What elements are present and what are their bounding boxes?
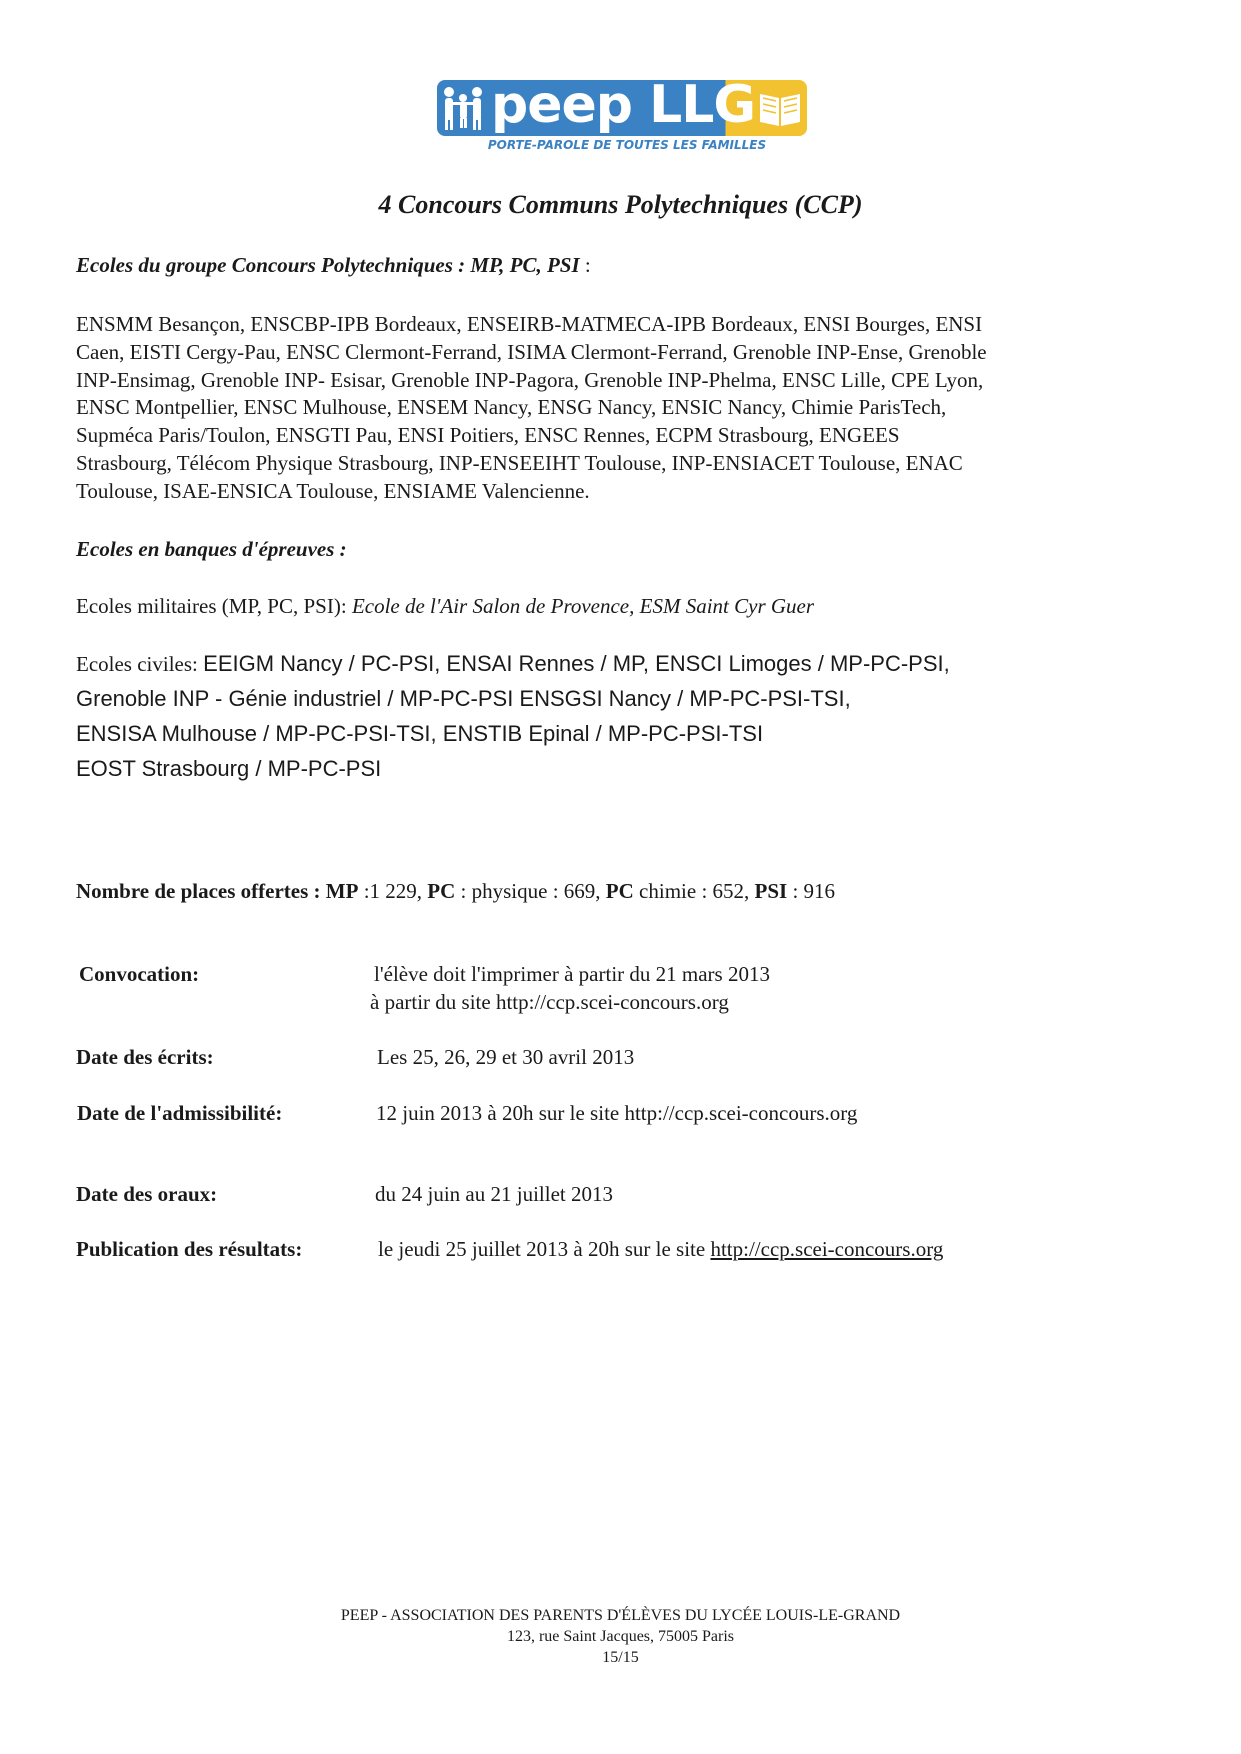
page-title: 4 Concours Communs Polytechniques (CCP) — [378, 190, 863, 219]
ecrits-value: Les 25, 26, 29 et 30 avril 2013 — [377, 1045, 635, 1069]
military-schools-line — [76, 592, 814, 620]
group-schools-line: Supméca Paris/Toulon, ENSGTI Pau, ENSI Poitiers, ENSC Rennes, ECPM Strasbourg, ENGEES — [76, 423, 900, 448]
places-psi-value: : 916 — [787, 879, 836, 903]
group-schools-line: Strasbourg, Télécom Physique Strasbourg, INP-ENSEEIHT Toulouse, INP-ENSIACET Toulouse, ENAC — [76, 450, 963, 475]
civil-schools-label: Ecoles civiles: — [76, 652, 204, 676]
civil-schools-line — [76, 646, 950, 681]
places-mp-label: MP — [325, 879, 359, 903]
group-schools-line: Caen, EISTI Cergy-Pau, ENSC Clermont-Ferrand, ISIMA Clermont-Ferrand, Grenoble INP-Ense, Grenoble — [76, 339, 987, 364]
group-schools-line: ENSC Montpellier, ENSC Mulhouse, ENSEM Nancy, ENSG Nancy, ENSIC Nancy, Chimie ParisTech, — [76, 395, 947, 420]
convocation-label: Convocation: — [79, 962, 200, 986]
convocation-line-2: à partir du site http://ccp.scei-concours.org — [370, 990, 729, 1014]
places-pc-physique-value: : physique : 669, — [455, 879, 606, 903]
footer-page-number: 15/15 — [602, 1649, 639, 1666]
oraux-value: du 24 juin au 21 juillet 2013 — [375, 1182, 613, 1206]
banques-heading: Ecoles en banques d'épreuves : — [76, 537, 347, 561]
places-offertes — [76, 877, 835, 905]
places-mp-value: :1 229, — [358, 879, 428, 903]
resultats-link[interactable]: http://ccp.scei-concours.org — [710, 1237, 944, 1261]
group-heading — [76, 251, 591, 279]
family-figures-icon — [441, 84, 485, 132]
resultats-value — [378, 1235, 943, 1263]
group-schools-line: INP-Ensimag, Grenoble INP- Esisar, Grenoble INP-Pagora, Grenoble INP-Phelma, ENSC Lille, CPE Lyon, — [76, 367, 984, 392]
places-psi-label: PSI — [754, 879, 788, 903]
footer-association: PEEP - ASSOCIATION DES PARENTS D'ÉLÈVES DU LYCÉE LOUIS-LE-GRAND — [340, 1607, 901, 1624]
peep-llg-logo — [437, 75, 811, 156]
logo-text: peep LLG — [491, 75, 756, 135]
civil-schools-line: EOST Strasbourg / MP-PC-PSI — [76, 756, 382, 781]
open-book-icon — [757, 86, 803, 130]
resultats-text: le jeudi 25 juillet 2013 à 20h sur le site — [378, 1237, 711, 1261]
ecrits-label: Date des écrits: — [76, 1045, 214, 1069]
oraux-label: Date des oraux: — [76, 1182, 218, 1206]
military-schools-value: Ecole de l'Air Salon de Provence, ESM Saint Cyr Guer — [351, 594, 815, 618]
convocation-line-1: l'élève doit l'imprimer à partir du 21 mars 2013 — [374, 962, 770, 986]
civil-schools-block — [76, 646, 950, 786]
civil-schools-line: ENSISA Mulhouse / MP-PC-PSI-TSI, ENSTIB Epinal / MP-PC-PSI-TSI — [76, 721, 764, 746]
logo-tagline: PORTE-PAROLE DE TOUTES LES FAMILLES — [487, 138, 767, 152]
group-heading-text: Ecoles du groupe Concours Polytechniques : MP, PC, PSI — [76, 253, 580, 277]
places-label: Nombre de places offertes : — [76, 879, 326, 903]
group-schools-line: ENSMM Besançon, ENSCBP-IPB Bordeaux, ENSEIRB-MATMECA-IPB Bordeaux, ENSI Bourges, ENSI — [76, 312, 983, 336]
group-schools-line: Toulouse, ISAE-ENSICA Toulouse, ENSIAME Valencienne. — [76, 478, 590, 503]
civil-schools-first: EEIGM Nancy / PC-PSI, ENSAI Rennes / MP, ENSCI Limoges / MP-PC-PSI, — [203, 651, 950, 676]
group-schools-list — [76, 311, 1176, 506]
group-heading-colon: : — [579, 253, 591, 277]
places-pc-chimie-value: chimie : 652, — [633, 879, 755, 903]
admissibilite-label: Date de l'admissibilité: — [77, 1101, 283, 1125]
footer-address: 123, rue Saint Jacques, 75005 Paris — [506, 1628, 735, 1645]
places-pc-chimie-label: PC — [605, 879, 634, 903]
places-pc-physique-label: PC — [427, 879, 456, 903]
civil-schools-line: Grenoble INP - Génie industriel / MP-PC-PSI ENSGSI Nancy / MP-PC-PSI-TSI, — [76, 686, 851, 711]
military-schools-label: Ecoles militaires (MP, PC, PSI): — [76, 594, 352, 618]
resultats-label: Publication des résultats: — [76, 1237, 303, 1261]
admissibilite-value: 12 juin 2013 à 20h sur le site http://ccp.scei-concours.org — [376, 1101, 858, 1125]
